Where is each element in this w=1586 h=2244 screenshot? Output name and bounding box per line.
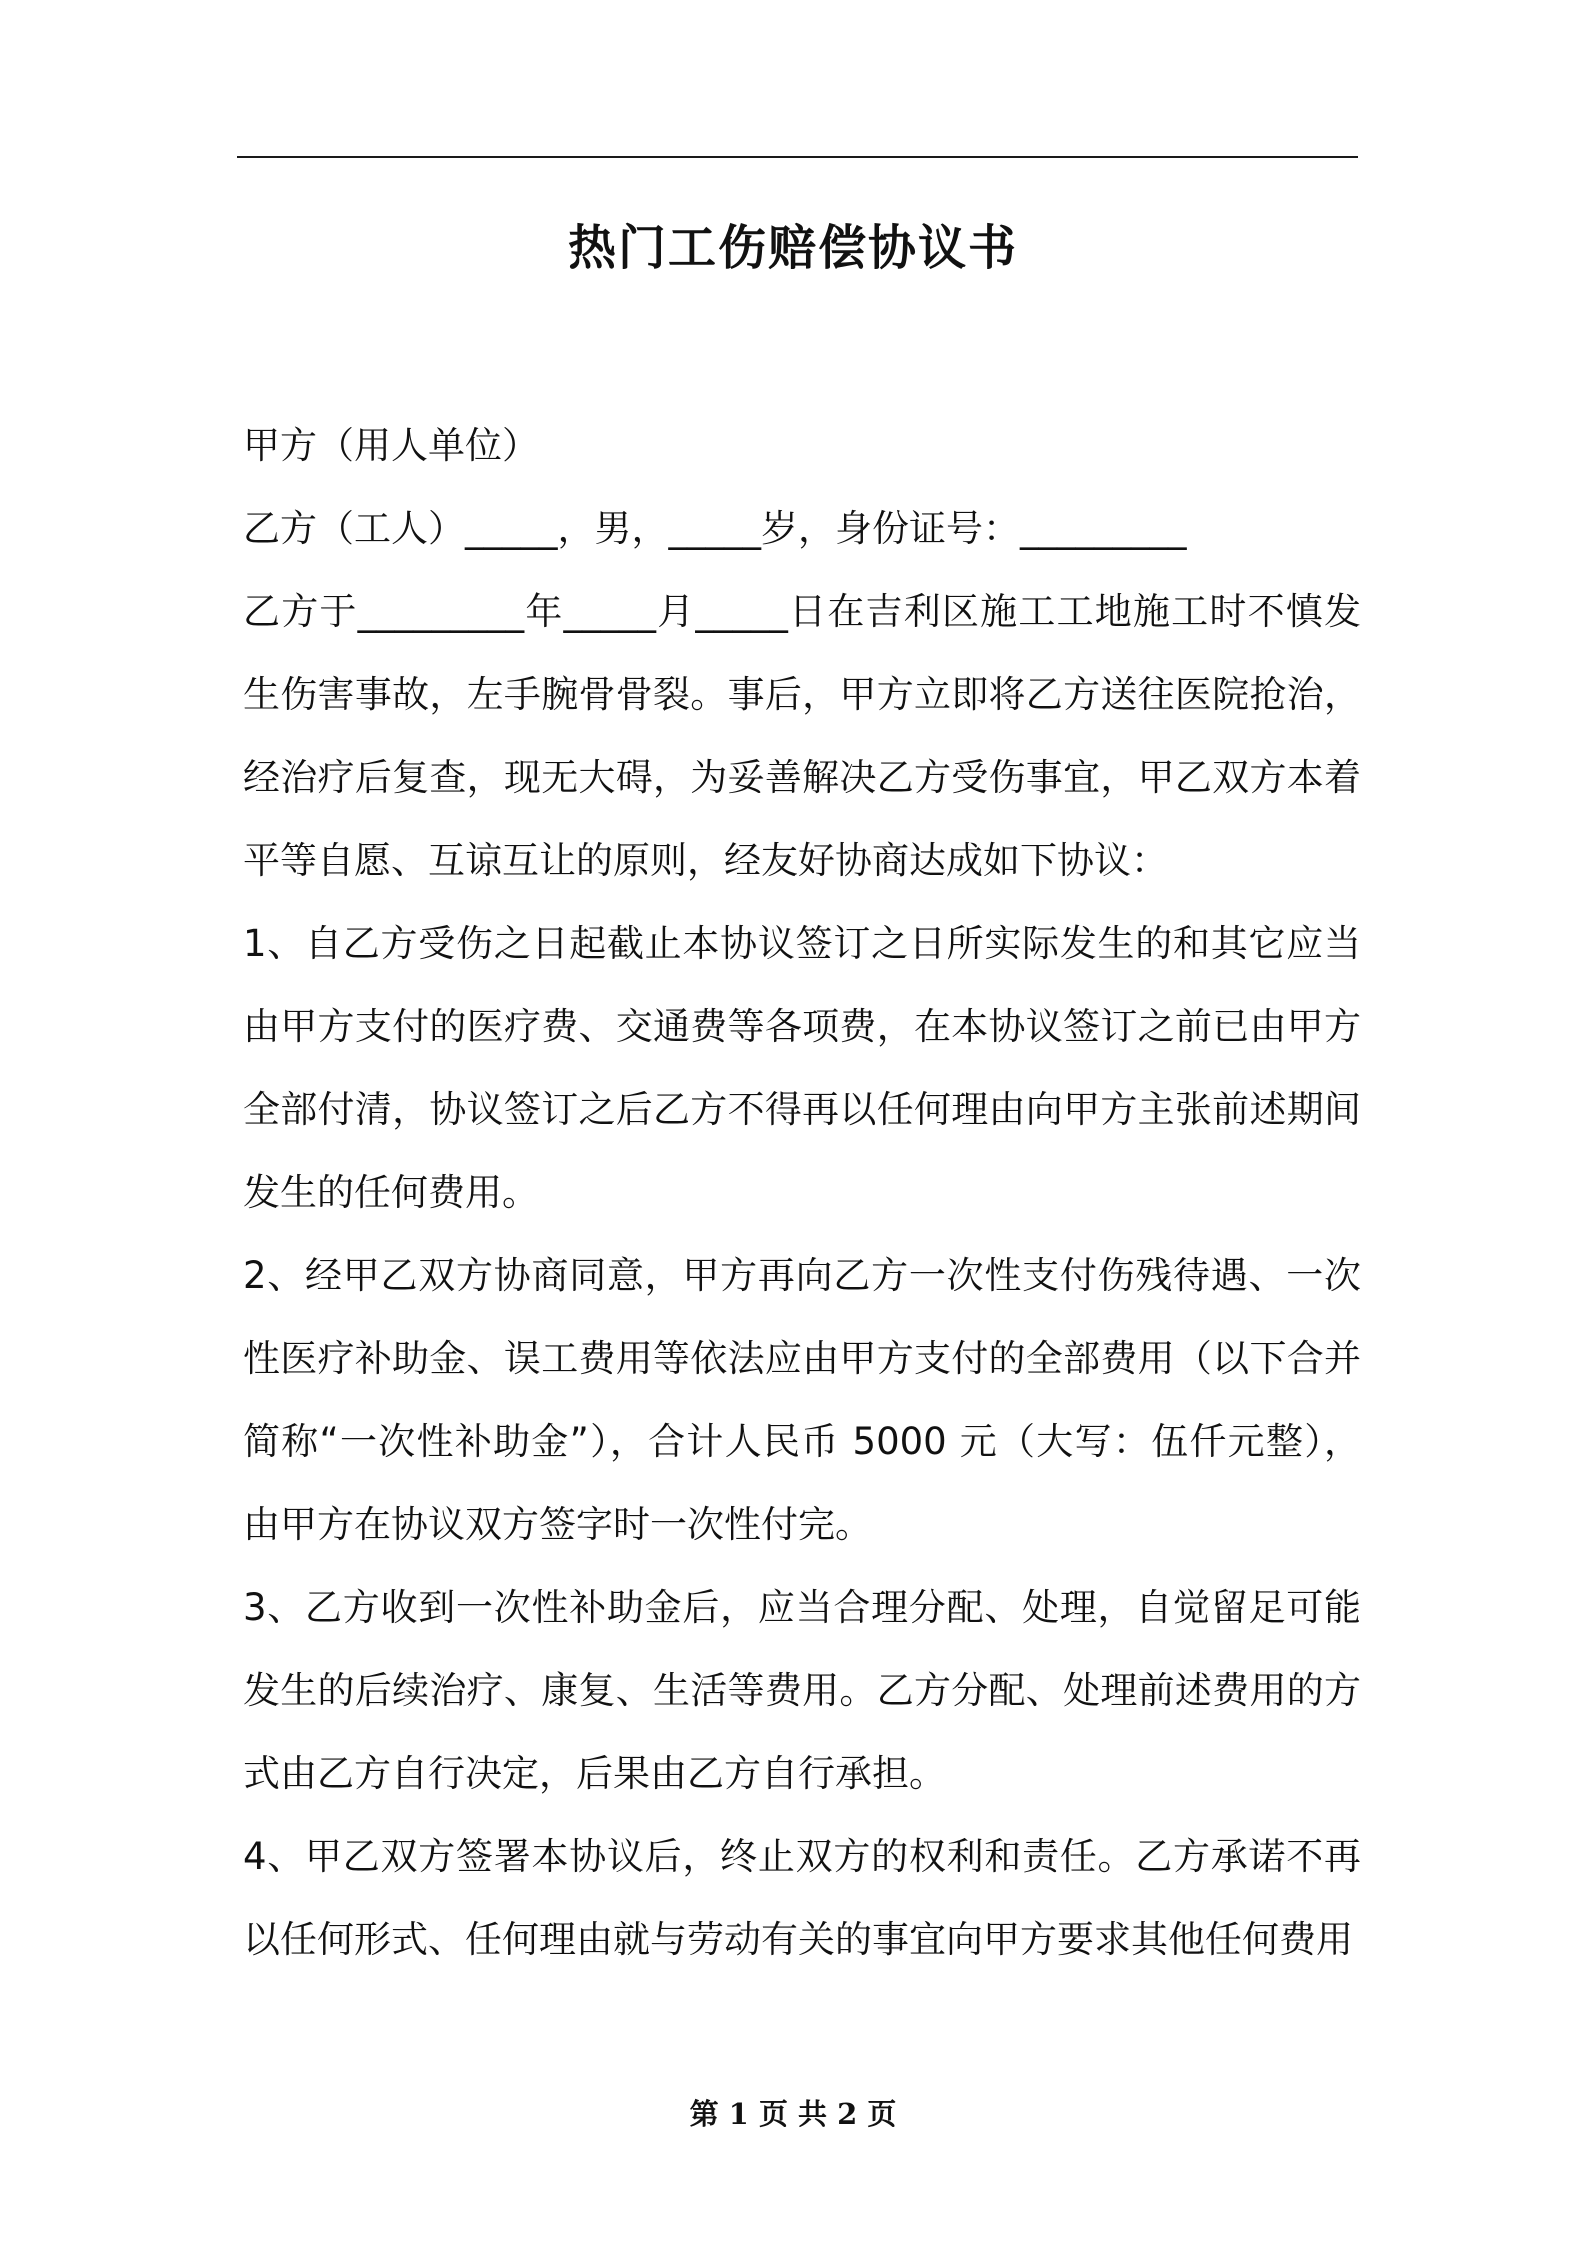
party-a-line: 甲方（用人单位）: [243, 424, 539, 467]
clause-4: 4、甲乙双方签署本协议后，终止双方的权利和责任。乙方承诺不再以任何形式、任何理由就与劳动有关的事宜向甲方要求其他任何费用: [243, 1835, 1361, 1961]
intro-paragraph: 乙方于_________年_____月_____日在吉利区施工工地施工时不慎发生伤害事故，左手腕骨骨裂。事后，甲方立即将乙方送往医院抢治，经治疗后复查，现无大碍，为妥善解决乙方受伤事宜，甲乙双方本着平等自愿、互谅互让的原则，经友好协商达成如下协议：: [243, 590, 1361, 882]
document-body: [243, 404, 1361, 1981]
document-title: 热门工伤赔偿协议书: [567, 220, 1018, 276]
clause-1: 1、自乙方受伤之日起截止本协议签订之日所实际发生的和其它应当由甲方支付的医疗费、交通费等各项费，在本协议签订之前已由甲方全部付清，协议签订之后乙方不得再以任何理由向甲方主张前述期间发生的任何费用。: [243, 922, 1361, 1214]
clause-3: 3、乙方收到一次性补助金后，应当合理分配、处理，自觉留足可能发生的后续治疗、康复、生活等费用。乙方分配、处理前述费用的方式由乙方自行决定，后果由乙方自行承担。: [243, 1586, 1361, 1795]
page-number: 第 1 页 共 2 页: [689, 2097, 897, 2131]
party-b-line: 乙方（工人）_____，男，_____岁，身份证号：_________: [243, 507, 1187, 550]
header-rule: [237, 156, 1358, 158]
clause-2: 2、经甲乙双方协商同意，甲方再向乙方一次性支付伤残待遇、一次性医疗补助金、误工费用等依法应由甲方支付的全部费用（以下合并简称“一次性补助金”），合计人民币 5000 元（大写：伍仟元整），由甲方在协议双方签字时一次性付完。: [243, 1254, 1361, 1546]
